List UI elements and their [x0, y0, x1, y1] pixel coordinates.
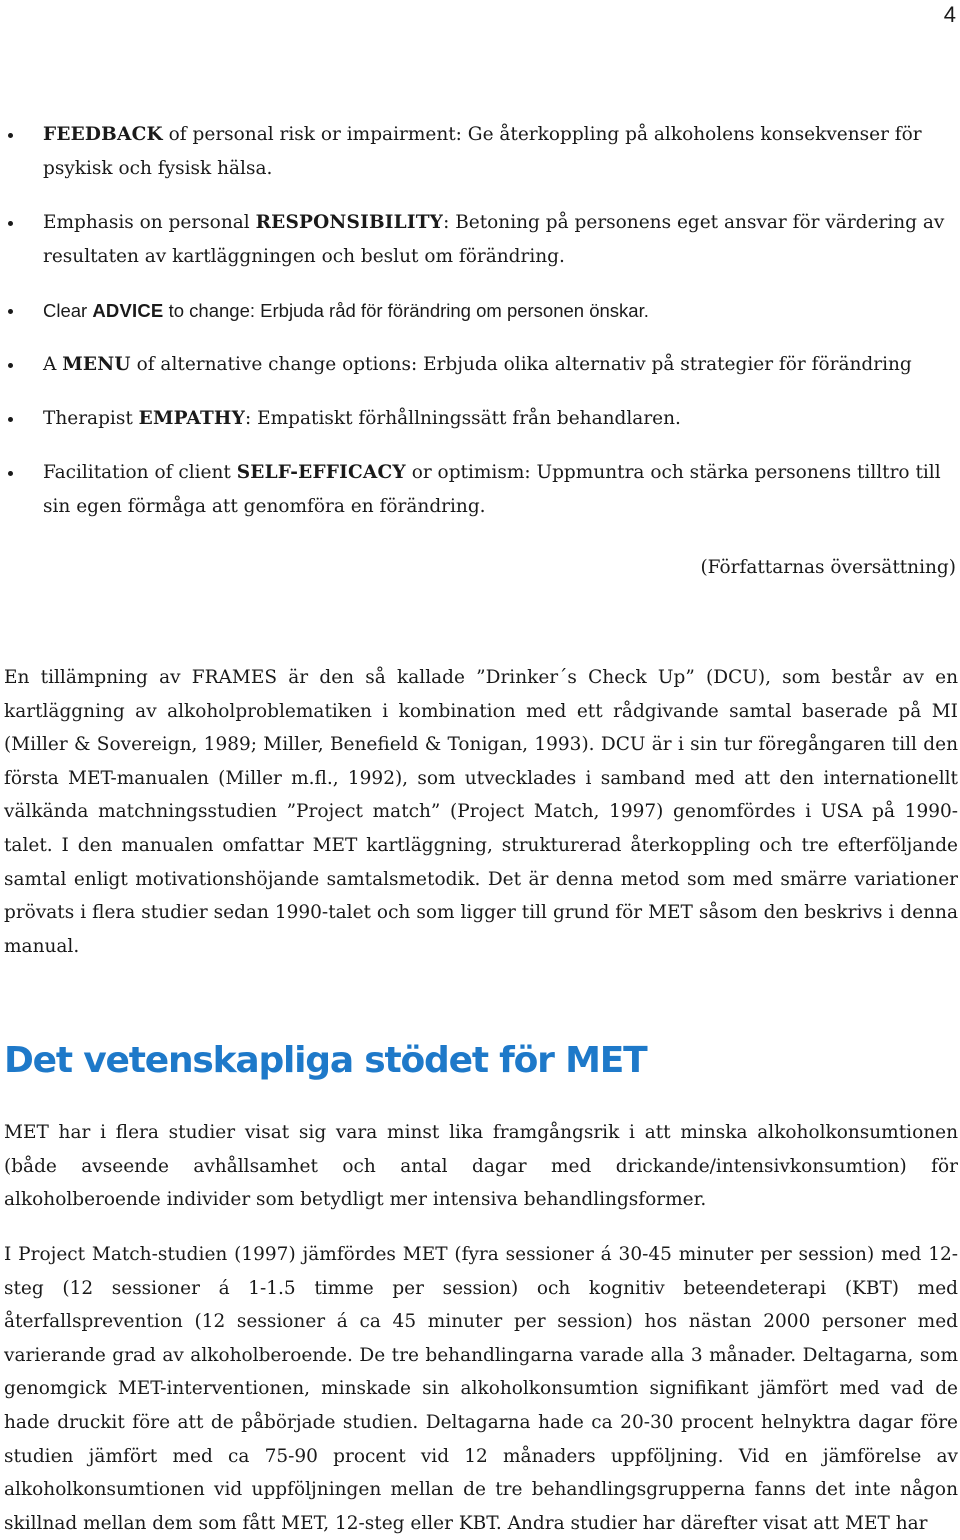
paragraph-scientific-support: MET har i flera studier visat sig vara minst lika framgångsrik i att minska alkoholkonsumtionen (både avseende avhållsamhet och antal dagar med drickande/intensivkonsumtion) för alkoholberoende individer som betydligt mer intensiva behandlingsformer.: [4, 1122, 958, 1211]
bullet-term: SELF-EFFICACY: [236, 462, 406, 483]
bullet-empathy: [0, 402, 958, 436]
bullet-text: of alternative change options: Erbjuda olika alternativ på strategier för förändring: [130, 354, 912, 375]
bullet-term: RESPONSIBILITY: [255, 212, 444, 233]
bullet-prefix: Clear: [43, 300, 93, 321]
page-number: 4: [943, 2, 956, 27]
bullet-text: : Empatiskt förhållningssätt från behandlaren.: [245, 408, 681, 429]
bullet-prefix: Facilitation of client: [43, 462, 237, 483]
bullet-prefix: Therapist: [43, 408, 139, 429]
bullet-self-efficacy: [0, 456, 958, 524]
bullet-prefix: Emphasis on personal: [43, 212, 256, 233]
bullet-term: FEEDBACK: [43, 124, 163, 145]
section-heading: Det vetenskapliga stödet för MET: [4, 1040, 647, 1081]
bullet-term: EMPATHY: [138, 408, 245, 429]
bullet-responsibility: [0, 206, 958, 274]
bullet-term: ADVICE: [92, 300, 164, 321]
bullet-text: of personal risk or impairment: Ge återkoppling på alkoholens konsekvenser för psykisk och fysisk hälsa.: [43, 124, 922, 179]
paragraph-project-match: I Project Match-studien (1997) jämfördes MET (fyra sessioner á 30-45 minuter per session) med 12-steg (12 sessioner á 1-1.5 timme per session) och kognitiv beteendeterapi (KBT) med återfallsprevention (12 sessioner á ca 45 minuter per session) hos nästan 2000 personer med varierande grad av alkoholberoende. De tre behandlingarna varade alla 3 månader. Deltagarna, som genomgick MET-interventionen, minskade sin alkoholkonsumtion signifikant jämfört med vad de hade druckit före att de påbörjade studien. Deltagarna hade ca 20-30 procent helnyktra dagar före studien jämfört med ca 75-90 procent vid 12 månaders uppföljning. Vid en jämförelse av alkoholkonsumtionen vid uppföljningen mellan de tre behandlingsgrupperna fanns det inte någon skillnad mellan dem som fått MET, 12-steg eller KBT. Andra studier har därefter visat att MET har: [4, 1244, 958, 1534]
translation-note: (Författarnas översättning): [700, 557, 956, 578]
bullet-prefix: A: [43, 354, 63, 375]
bullet-term: MENU: [62, 354, 131, 375]
frames-bullet-list: [0, 118, 958, 544]
bullet-text: to change: Erbjuda råd för förändring om personen önskar.: [163, 300, 649, 321]
paragraph-frames-dcu: En tillämpning av FRAMES är den så kallade ”Drinker´s Check Up” (DCU), som består av en kartläggning av alkoholproblematiken i kombination med ett rådgivande samtal baserade på MI (Miller & Sovereign, 1989; Miller, Benefield & Tonigan, 1993). DCU är i sin tur föregångaren till den första MET-manualen (Miller m.fl., 1992), som utvecklades i samband med att den internationellt välkända matchningsstudien ”Project match” (Project Match, 1997) genomfördes i USA på 1990-talet. I den manualen omfattar MET kartläggning, strukturerad återkoppling och tre efterföljande samtal enligt motivationshöjande samtalsmetodik. Det är denna metod som med smärre variationer prövats i flera studier sedan 1990-talet och som ligger till grund för MET såsom den beskrivs i denna manual.: [4, 667, 958, 957]
bullet-text: : Betoning på personens eget ansvar för värdering av resultaten av kartläggningen och beslut om förändring.: [43, 212, 945, 267]
bullet-feedback: [0, 118, 958, 186]
bullet-menu: [0, 348, 958, 382]
bullet-text: or optimism: Uppmuntra och stärka personens tilltro till sin egen förmåga att genomföra en förändring.: [43, 462, 941, 517]
bullet-advice: [0, 294, 958, 328]
